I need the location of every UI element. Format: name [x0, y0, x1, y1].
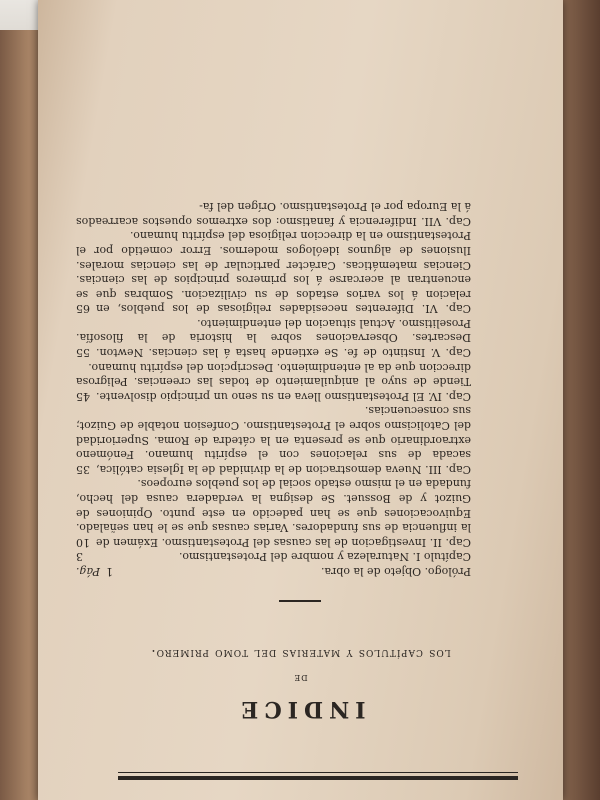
- entry-page: 10: [76, 535, 90, 549]
- entry-page: 1: [106, 565, 114, 578]
- title-connector: DE: [293, 673, 308, 682]
- top-rule-thin: [118, 772, 518, 773]
- book-page: [38, 0, 563, 800]
- index-entry: [76, 315, 471, 359]
- page-number-header: Pág.: [76, 565, 101, 578]
- index-entry: [76, 359, 471, 403]
- entry-text: Cap. VI. Diferentes necesidades religiosas de los pueblos, en relacion á los varios estados de su civilizacion. Sombras que se encuentran al acercarse á los primeros principios de las ciencias. Ciencias matemáticas. Carácter particular de las ciencias morales. Ilusiones de algunos ideólogos modernos. Error cometido por el Protestantismo en la direccion religiosa del espíritu humano.: [76, 229, 471, 316]
- index-entry: [76, 476, 471, 549]
- entry-text: Cap. VII. Indiferencia y fanatismo: dos extremos opuestos acarreados á la Europa por el Protestantismo. Orígen del fa-: [76, 200, 471, 228]
- entry-text: Cap. II. Investigacion de las causas del Protestantismo. Exámen de la influencia de sus fundadores. Varias causas que se le han señalado. Equivocaciones que se han padecido en este punto. Opiniones de Guizot y de Bossuet. Se designa la verdadera causa del hecho, fundada en el mismo estado social de los pueblos europeos.: [76, 477, 471, 549]
- entry-page: 65: [76, 302, 90, 316]
- index-entry: [76, 199, 471, 228]
- index-entries: [76, 199, 471, 578]
- page-subtitle: los capítulos y materias del tomo primero.: [150, 646, 451, 662]
- entry-page: 35: [76, 462, 90, 476]
- separator-rule: [279, 600, 321, 602]
- entry-page: 45: [76, 389, 90, 403]
- index-entry: [76, 549, 471, 564]
- entry-page: 3: [76, 550, 83, 564]
- entry-text: Prólogo. Objeto de la obra.: [320, 565, 471, 578]
- index-entry: [76, 403, 471, 476]
- top-rule-thick: [118, 776, 518, 780]
- entry-text: Cap. IV. El Protestantismo lleva en su seno un principio disolvente. Tiende de suyo al aniquilamiento de todas las creencias. Peligrosa direccion que da al entendimiento. Descripcion del espíritu humano.: [76, 360, 471, 403]
- entry-page: 55: [76, 346, 90, 360]
- index-entry: [76, 563, 471, 578]
- entry-text: Cap. III. Nueva demostracion de la divinidad de la Iglesia católica, sacada de sus relaciones con el espíritu humano. Fenómeno extraordinario que se presenta en la cátedra de Roma. Superioridad del Catolicismo sobre el Protestantismo. Confesion notable de Guizot; sus consecuencias.: [76, 404, 471, 476]
- page-content-upside-down: [38, 0, 563, 800]
- index-entry: [76, 228, 471, 316]
- entry-text: Cap. V. Instinto de fe. Se extiende hasta á las ciencias. Newton. Descartes. Observaciones sobre la historia de la filosofía. Proselitismo. Actual situacion del entendimiento.: [76, 316, 471, 360]
- page-title: INDICE: [235, 696, 366, 722]
- entry-text: Capítulo I. Naturaleza y nombre del Protestantismo.: [179, 550, 471, 564]
